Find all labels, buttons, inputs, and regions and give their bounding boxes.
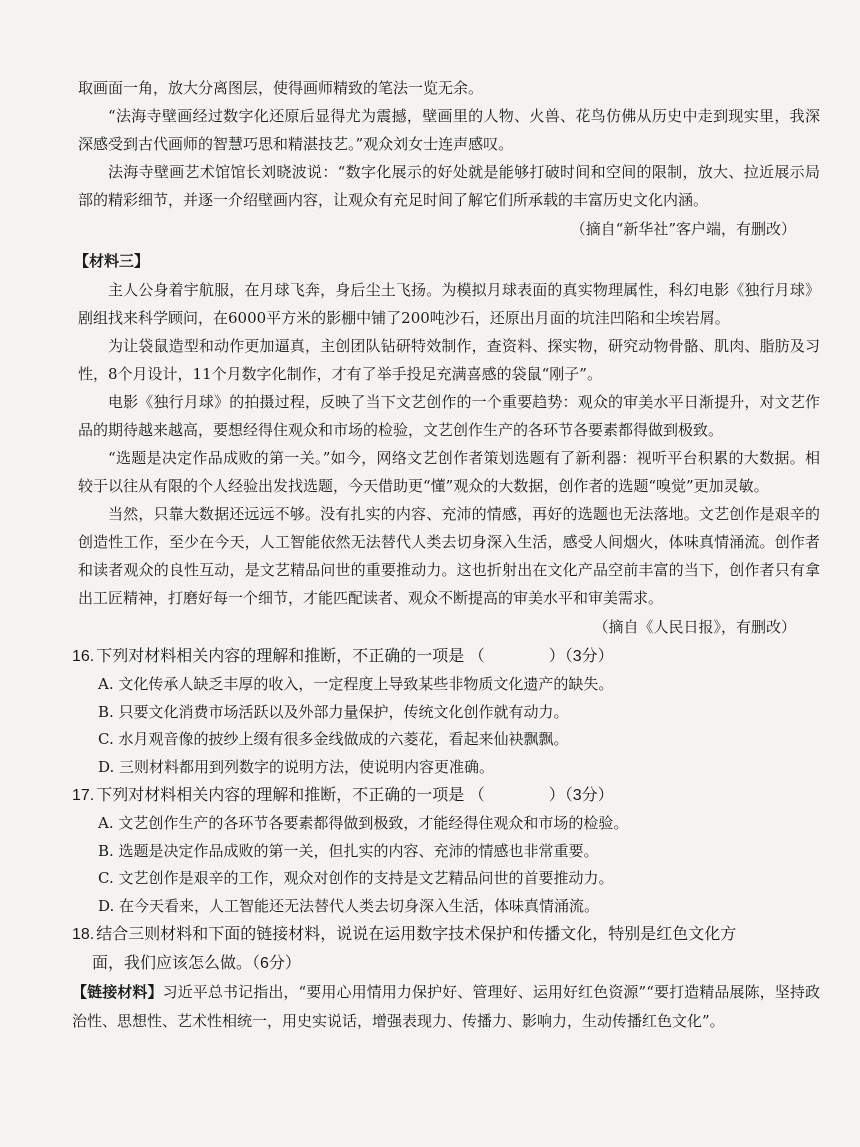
- material3-paragraph-3: 电影《独行月球》的拍摄过程，反映了当下文艺创作的一个重要趋势：观众的审美水平日渐提升，对文艺作品的期待越来越高，要想经得住观众和市场的检验，文艺创作生产的各环节各要素都得做到极致。: [78, 393, 820, 439]
- question-17-stem: [72, 781, 820, 810]
- question-16-option-b: B. 只要文化消费市场活跃以及外部力量保护，传统文化创作就有动力。: [98, 702, 569, 721]
- link-material-text: 习近平总书记指出，“要用心用情用力保护好、管理好、运用好红色资源”“要打造精品展陈，坚持政治性、思想性、艺术性相统一，用史实说话，增强表现力、传播力、影响力，生动传播红色文化”。: [72, 983, 820, 1030]
- link-material: [72, 978, 820, 1036]
- question-16-stem-before: 下列对材料相关内容的理解和推断，: [96, 648, 353, 665]
- question-17-option-a: A. 文艺创作生产的各环节各要素都得做到极致，才能经得住观众和市场的检验。: [98, 814, 629, 832]
- question-18-stem-continued: 面，我们应该怎么做。（6分）: [92, 955, 301, 972]
- question-17-option-b: B. 选题是决定作品成败的第一关，但扎实的内容、充沛的情感也非常重要。: [98, 841, 599, 860]
- material3-heading: 【材料三】: [74, 252, 150, 270]
- question-17-option-c: C. 文艺创作是艰辛的工作，观众对创作的支持是文艺精品问世的首要推动力。: [98, 869, 614, 887]
- material3-paragraph-1: 主人公身着宇航服，在月球飞奔，身后尘土飞扬。为模拟月球表面的真实物理属性，科幻电影《独行月球》剧组找来科学顾问，在6000平方米的影棚中铺了200吨沙石，还原出月面的坑洼凹陷和尘埃岩屑。: [78, 281, 820, 327]
- question-17-bracket-open: （: [468, 787, 485, 804]
- question-18-stem-text: 结合三则材料和下面的链接材料，说说在运用数字技术保护和传播文化，特别是红色文化方: [96, 926, 737, 943]
- question-17-bracket-close: ）: [548, 787, 565, 804]
- material3-paragraph-2: 为让袋鼠造型和动作更加逼真，主创团队钻研特效制作，查资料、探实物，研究动物骨骼、肌肉、脂肪及习性，8个月设计，11个月数字化制作，才有了举手投足充满喜感的袋鼠“刚子”。: [78, 337, 820, 383]
- question-17-number: 17.: [72, 787, 95, 804]
- material2-paragraph-1: 取画面一角，放大分离图层，使得画师精致的笔法一览无余。: [78, 79, 484, 97]
- material2-source: （摘自“新华社”客户端，有删改）: [570, 220, 796, 238]
- question-17-stem-before: 下列对材料相关内容的理解和推断，: [96, 787, 353, 804]
- question-16-stem-after: 的一项是: [400, 648, 465, 665]
- material2-paragraph-2: “法海寺壁画经过数字化还原后显得尤为震撼，壁画里的人物、火兽、花鸟仿佛从历史中走到现实里，我深深感受到古代画师的智慧巧思和精湛技艺。”观众刘女士连声感叹。: [78, 107, 820, 153]
- question-16-bracket-close: ）: [548, 648, 565, 665]
- question-16-number: 16.: [72, 648, 95, 665]
- question-17-score: （3分）: [564, 787, 614, 804]
- question-17-stem-emph: 不正确: [352, 787, 401, 804]
- question-16-option-c: C. 水月观音像的披纱上缀有很多金线做成的六菱花，看起来仙袂飘飘。: [98, 730, 569, 748]
- question-17-stem-after: 的一项是: [400, 787, 465, 804]
- question-16-option-d: D. 三则材料都用到列数字的说明方法，使说明内容更准确。: [98, 757, 495, 776]
- question-16-stem: [72, 642, 820, 671]
- question-18-stem: [72, 920, 820, 949]
- material3-source: （摘自《人民日报》，有删改）: [593, 618, 796, 636]
- question-16-stem-emph: 不正确: [352, 648, 401, 665]
- question-16-bracket-open: （: [468, 648, 485, 665]
- link-material-tag: 【链接材料】: [72, 983, 163, 1001]
- question-16-option-a: A. 文化传承人缺乏丰厚的收入，一定程度上导致某些非物质文化遗产的缺失。: [98, 675, 614, 693]
- question-18-number: 18.: [72, 926, 95, 943]
- material2-paragraph-3: 法海寺壁画艺术馆馆长刘晓波说：“数字化展示的好处就是能够打破时间和空间的限制，放大、拉近展示局部的精彩细节，并逐一介绍壁画内容，让观众有充足时间了解它们所承载的丰富历史文化内涵。: [78, 163, 820, 209]
- question-17-option-d: D. 在今天看来，人工智能还无法替代人类去切身深入生活，体味真情涌流。: [98, 896, 600, 915]
- material3-paragraph-4: “选题是决定作品成败的第一关。”如今，网络文艺创作者策划选题有了新利器：视听平台积累的大数据。相较于以往从有限的个人经验出发找选题，今天借助更“懂”观众的大数据，创作者的选题“嗅觉”更加灵敏。: [78, 449, 820, 495]
- question-16-score: （3分）: [564, 648, 614, 665]
- material3-paragraph-5: 当然，只靠大数据还远远不够。没有扎实的内容、充沛的情感，再好的选题也无法落地。文艺创作是艰辛的创造性工作，至少在今天，人工智能依然无法替代人类去切身深入生活，感受人间烟火，体味真情涌流。创作者和读者观众的良性互动，是文艺精品问世的重要推动力。这也折射出在文化产品空前丰富的当下，创作者只有拿出工匠精神，打磨好每一个细节，才能匹配读者、观众不断提高的审美水平和审美需求。: [78, 505, 820, 607]
